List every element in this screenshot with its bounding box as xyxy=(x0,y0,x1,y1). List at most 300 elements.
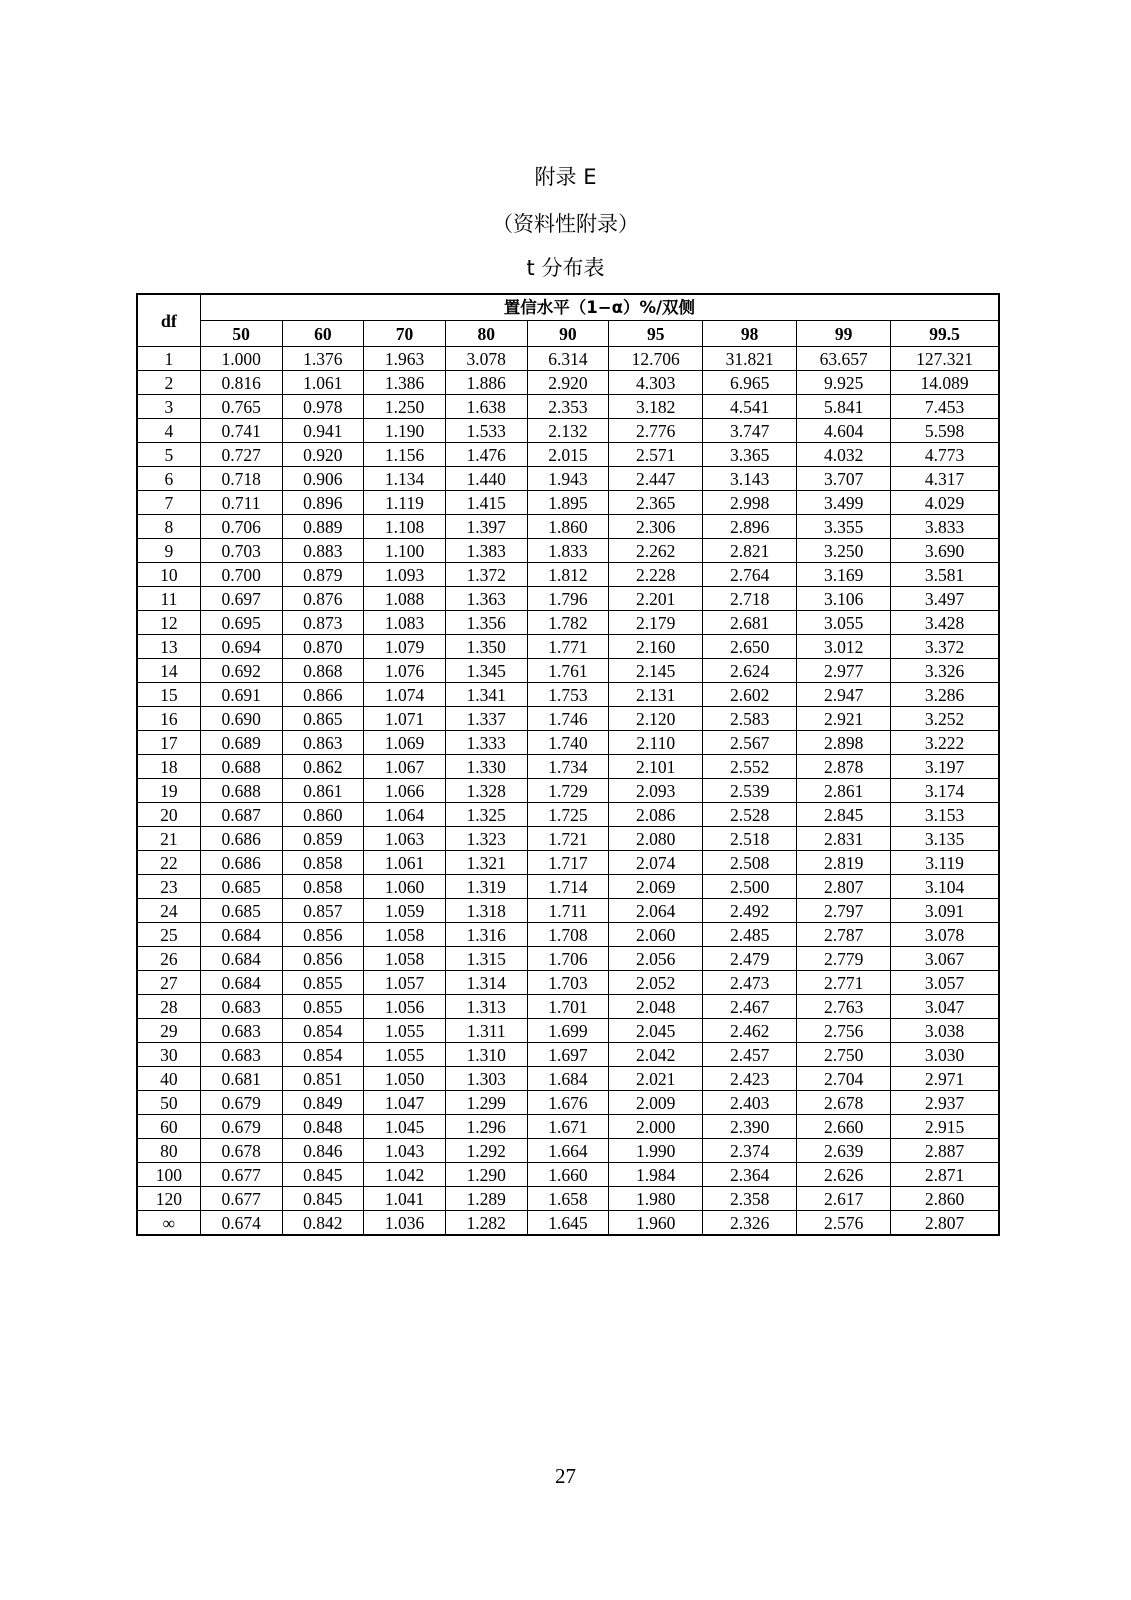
value-cell: 3.747 xyxy=(703,419,797,443)
value-cell: 1.671 xyxy=(527,1115,609,1139)
value-cell: 1.047 xyxy=(364,1091,446,1115)
value-cell: 2.539 xyxy=(703,779,797,803)
value-cell: 5.598 xyxy=(891,419,999,443)
value-cell: 2.821 xyxy=(703,539,797,563)
table-row xyxy=(137,1019,999,1043)
value-cell: 2.056 xyxy=(609,947,703,971)
value-cell: 3.153 xyxy=(891,803,999,827)
value-cell: 3.047 xyxy=(891,995,999,1019)
value-cell: 2.009 xyxy=(609,1091,703,1115)
value-cell: 3.055 xyxy=(797,611,891,635)
value-cell: 1.721 xyxy=(527,827,609,851)
value-cell: 3.497 xyxy=(891,587,999,611)
value-cell: 3.690 xyxy=(891,539,999,563)
value-cell: 3.428 xyxy=(891,611,999,635)
table-row xyxy=(137,1139,999,1163)
value-cell: 1.333 xyxy=(445,731,527,755)
value-cell: 1.100 xyxy=(364,539,446,563)
column-header-60: 60 xyxy=(282,321,364,347)
value-cell: 2.101 xyxy=(609,755,703,779)
value-cell: 2.797 xyxy=(797,899,891,923)
df-cell: 100 xyxy=(137,1163,200,1187)
value-cell: 1.055 xyxy=(364,1019,446,1043)
value-cell: 0.677 xyxy=(200,1163,282,1187)
value-cell: 2.660 xyxy=(797,1115,891,1139)
df-cell: 28 xyxy=(137,995,200,1019)
table-row xyxy=(137,563,999,587)
value-cell: 1.319 xyxy=(445,875,527,899)
value-cell: 1.708 xyxy=(527,923,609,947)
value-cell: 2.704 xyxy=(797,1067,891,1091)
value-cell: 2.228 xyxy=(609,563,703,587)
value-cell: 1.058 xyxy=(364,923,446,947)
value-cell: 2.120 xyxy=(609,707,703,731)
value-cell: 0.845 xyxy=(282,1187,364,1211)
value-cell: 0.855 xyxy=(282,971,364,995)
value-cell: 1.476 xyxy=(445,443,527,467)
df-cell: 16 xyxy=(137,707,200,731)
value-cell: 3.326 xyxy=(891,659,999,683)
value-cell: 0.703 xyxy=(200,539,282,563)
value-cell: 0.941 xyxy=(282,419,364,443)
value-cell: 2.365 xyxy=(609,491,703,515)
table-row xyxy=(137,659,999,683)
value-cell: 2.479 xyxy=(703,947,797,971)
table-row xyxy=(137,803,999,827)
value-cell: 1.980 xyxy=(609,1187,703,1211)
df-cell: 23 xyxy=(137,875,200,899)
value-cell: 1.533 xyxy=(445,419,527,443)
value-cell: 0.816 xyxy=(200,371,282,395)
value-cell: 1.337 xyxy=(445,707,527,731)
value-cell: 0.700 xyxy=(200,563,282,587)
value-cell: 2.787 xyxy=(797,923,891,947)
value-cell: 2.896 xyxy=(703,515,797,539)
df-cell: 24 xyxy=(137,899,200,923)
df-cell: 25 xyxy=(137,923,200,947)
table-row xyxy=(137,1163,999,1187)
df-cell: 26 xyxy=(137,947,200,971)
df-cell: 20 xyxy=(137,803,200,827)
value-cell: 2.650 xyxy=(703,635,797,659)
table-row xyxy=(137,491,999,515)
df-cell: 9 xyxy=(137,539,200,563)
df-cell: 4 xyxy=(137,419,200,443)
df-cell: 8 xyxy=(137,515,200,539)
value-cell: 2.110 xyxy=(609,731,703,755)
value-cell: 2.921 xyxy=(797,707,891,731)
value-cell: 4.541 xyxy=(703,395,797,419)
value-cell: 1.943 xyxy=(527,467,609,491)
value-cell: 1.315 xyxy=(445,947,527,971)
value-cell: 1.984 xyxy=(609,1163,703,1187)
value-cell: 3.707 xyxy=(797,467,891,491)
value-cell: 0.846 xyxy=(282,1139,364,1163)
value-cell: 0.674 xyxy=(200,1211,282,1236)
df-cell: 22 xyxy=(137,851,200,875)
value-cell: 2.915 xyxy=(891,1115,999,1139)
value-cell: 2.064 xyxy=(609,899,703,923)
value-cell: 0.718 xyxy=(200,467,282,491)
value-cell: 1.664 xyxy=(527,1139,609,1163)
t-distribution-table xyxy=(136,293,1000,1236)
value-cell: 2.887 xyxy=(891,1139,999,1163)
value-cell: 0.865 xyxy=(282,707,364,731)
df-cell: 5 xyxy=(137,443,200,467)
value-cell: 1.714 xyxy=(527,875,609,899)
value-cell: 2.500 xyxy=(703,875,797,899)
df-cell: 29 xyxy=(137,1019,200,1043)
value-cell: 1.056 xyxy=(364,995,446,1019)
value-cell: 7.453 xyxy=(891,395,999,419)
value-cell: 0.684 xyxy=(200,971,282,995)
value-cell: 3.057 xyxy=(891,971,999,995)
value-cell: 0.851 xyxy=(282,1067,364,1091)
value-cell: 2.776 xyxy=(609,419,703,443)
value-cell: 0.741 xyxy=(200,419,282,443)
value-cell: 1.311 xyxy=(445,1019,527,1043)
value-cell: 1.108 xyxy=(364,515,446,539)
value-cell: 3.106 xyxy=(797,587,891,611)
value-cell: 1.684 xyxy=(527,1067,609,1091)
value-cell: 0.692 xyxy=(200,659,282,683)
value-cell: 3.355 xyxy=(797,515,891,539)
value-cell: 3.581 xyxy=(891,563,999,587)
value-cell: 2.583 xyxy=(703,707,797,731)
value-cell: 1.083 xyxy=(364,611,446,635)
value-cell: 0.848 xyxy=(282,1115,364,1139)
value-cell: 0.681 xyxy=(200,1067,282,1091)
value-cell: 0.845 xyxy=(282,1163,364,1187)
value-cell: 0.706 xyxy=(200,515,282,539)
value-cell: 2.831 xyxy=(797,827,891,851)
value-cell: 0.685 xyxy=(200,875,282,899)
value-cell: 4.773 xyxy=(891,443,999,467)
column-header-98: 98 xyxy=(703,321,797,347)
value-cell: 1.119 xyxy=(364,491,446,515)
value-cell: 1.063 xyxy=(364,827,446,851)
value-cell: 0.842 xyxy=(282,1211,364,1236)
value-cell: 2.042 xyxy=(609,1043,703,1067)
value-cell: 2.326 xyxy=(703,1211,797,1236)
value-cell: 2.069 xyxy=(609,875,703,899)
value-cell: 0.863 xyxy=(282,731,364,755)
value-cell: 1.058 xyxy=(364,947,446,971)
table-row xyxy=(137,1115,999,1139)
value-cell: 1.043 xyxy=(364,1139,446,1163)
value-cell: 2.920 xyxy=(527,371,609,395)
value-cell: 1.782 xyxy=(527,611,609,635)
value-cell: 2.179 xyxy=(609,611,703,635)
value-cell: 1.074 xyxy=(364,683,446,707)
df-cell: 18 xyxy=(137,755,200,779)
df-cell: 60 xyxy=(137,1115,200,1139)
column-header-80: 80 xyxy=(445,321,527,347)
value-cell: 4.317 xyxy=(891,467,999,491)
value-cell: 1.356 xyxy=(445,611,527,635)
value-cell: 3.222 xyxy=(891,731,999,755)
value-cell: 4.029 xyxy=(891,491,999,515)
df-cell: 17 xyxy=(137,731,200,755)
df-cell: 15 xyxy=(137,683,200,707)
value-cell: 1.711 xyxy=(527,899,609,923)
value-cell: 2.771 xyxy=(797,971,891,995)
value-cell: 1.350 xyxy=(445,635,527,659)
value-cell: 0.683 xyxy=(200,995,282,1019)
value-cell: 1.036 xyxy=(364,1211,446,1236)
df-cell: 13 xyxy=(137,635,200,659)
value-cell: 0.689 xyxy=(200,731,282,755)
table-row xyxy=(137,587,999,611)
value-cell: 0.854 xyxy=(282,1043,364,1067)
df-cell: 27 xyxy=(137,971,200,995)
value-cell: 2.132 xyxy=(527,419,609,443)
value-cell: 0.896 xyxy=(282,491,364,515)
value-cell: 2.403 xyxy=(703,1091,797,1115)
value-cell: 3.182 xyxy=(609,395,703,419)
value-cell: 1.734 xyxy=(527,755,609,779)
value-cell: 0.857 xyxy=(282,899,364,923)
table-row xyxy=(137,755,999,779)
value-cell: 1.318 xyxy=(445,899,527,923)
value-cell: 2.160 xyxy=(609,635,703,659)
value-cell: 1.057 xyxy=(364,971,446,995)
value-cell: 3.169 xyxy=(797,563,891,587)
value-cell: 1.658 xyxy=(527,1187,609,1211)
value-cell: 1.699 xyxy=(527,1019,609,1043)
value-cell: 3.012 xyxy=(797,635,891,659)
value-cell: 2.462 xyxy=(703,1019,797,1043)
value-cell: 1.753 xyxy=(527,683,609,707)
table-row xyxy=(137,683,999,707)
value-cell: 1.134 xyxy=(364,467,446,491)
value-cell: 1.717 xyxy=(527,851,609,875)
value-cell: 5.841 xyxy=(797,395,891,419)
value-cell: 2.756 xyxy=(797,1019,891,1043)
df-header: df xyxy=(137,294,200,347)
value-cell: 0.684 xyxy=(200,923,282,947)
value-cell: 1.895 xyxy=(527,491,609,515)
value-cell: 1.325 xyxy=(445,803,527,827)
value-cell: 2.567 xyxy=(703,731,797,755)
df-cell: 7 xyxy=(137,491,200,515)
value-cell: 1.328 xyxy=(445,779,527,803)
value-cell: 2.052 xyxy=(609,971,703,995)
value-cell: 6.314 xyxy=(527,347,609,371)
value-cell: 3.252 xyxy=(891,707,999,731)
value-cell: 3.372 xyxy=(891,635,999,659)
value-cell: 2.000 xyxy=(609,1115,703,1139)
table-row xyxy=(137,371,999,395)
value-cell: 1.088 xyxy=(364,587,446,611)
value-cell: 1.067 xyxy=(364,755,446,779)
value-cell: 0.873 xyxy=(282,611,364,635)
value-cell: 2.624 xyxy=(703,659,797,683)
value-cell: 1.190 xyxy=(364,419,446,443)
value-cell: 9.925 xyxy=(797,371,891,395)
value-cell: 12.706 xyxy=(609,347,703,371)
value-cell: 2.639 xyxy=(797,1139,891,1163)
table-row xyxy=(137,443,999,467)
value-cell: 2.718 xyxy=(703,587,797,611)
value-cell: 1.676 xyxy=(527,1091,609,1115)
value-cell: 0.862 xyxy=(282,755,364,779)
value-cell: 2.878 xyxy=(797,755,891,779)
value-cell: 1.292 xyxy=(445,1139,527,1163)
table-row xyxy=(137,1211,999,1236)
value-cell: 2.845 xyxy=(797,803,891,827)
confidence-level-header: 置信水平（1−α）%/双侧 xyxy=(200,294,999,321)
value-cell: 1.706 xyxy=(527,947,609,971)
table-row xyxy=(137,851,999,875)
value-cell: 3.499 xyxy=(797,491,891,515)
value-cell: 6.965 xyxy=(703,371,797,395)
column-header-99: 99 xyxy=(797,321,891,347)
value-cell: 2.898 xyxy=(797,731,891,755)
value-cell: 0.677 xyxy=(200,1187,282,1211)
value-cell: 1.771 xyxy=(527,635,609,659)
table-row xyxy=(137,1187,999,1211)
value-cell: 1.740 xyxy=(527,731,609,755)
value-cell: 1.041 xyxy=(364,1187,446,1211)
value-cell: 2.045 xyxy=(609,1019,703,1043)
value-cell: 2.080 xyxy=(609,827,703,851)
value-cell: 1.282 xyxy=(445,1211,527,1236)
value-cell: 2.358 xyxy=(703,1187,797,1211)
value-cell: 0.690 xyxy=(200,707,282,731)
value-cell: 4.032 xyxy=(797,443,891,467)
value-cell: 2.602 xyxy=(703,683,797,707)
value-cell: 1.415 xyxy=(445,491,527,515)
value-cell: 2.485 xyxy=(703,923,797,947)
table-row xyxy=(137,347,999,371)
value-cell: 2.447 xyxy=(609,467,703,491)
value-cell: 1.323 xyxy=(445,827,527,851)
value-cell: 2.750 xyxy=(797,1043,891,1067)
df-cell: ∞ xyxy=(137,1211,200,1236)
value-cell: 1.321 xyxy=(445,851,527,875)
value-cell: 3.030 xyxy=(891,1043,999,1067)
column-header-70: 70 xyxy=(364,321,446,347)
value-cell: 0.859 xyxy=(282,827,364,851)
column-header-90: 90 xyxy=(527,321,609,347)
table-row xyxy=(137,947,999,971)
value-cell: 1.314 xyxy=(445,971,527,995)
value-cell: 2.819 xyxy=(797,851,891,875)
value-cell: 2.390 xyxy=(703,1115,797,1139)
df-cell: 21 xyxy=(137,827,200,851)
value-cell: 3.078 xyxy=(891,923,999,947)
value-cell: 2.860 xyxy=(891,1187,999,1211)
value-cell: 0.854 xyxy=(282,1019,364,1043)
value-cell: 3.135 xyxy=(891,827,999,851)
value-cell: 2.977 xyxy=(797,659,891,683)
value-cell: 1.440 xyxy=(445,467,527,491)
column-header-row xyxy=(137,321,999,347)
value-cell: 2.086 xyxy=(609,803,703,827)
value-cell: 1.376 xyxy=(282,347,364,371)
value-cell: 2.353 xyxy=(527,395,609,419)
table-row xyxy=(137,899,999,923)
df-cell: 12 xyxy=(137,611,200,635)
value-cell: 2.467 xyxy=(703,995,797,1019)
table-row xyxy=(137,707,999,731)
value-cell: 1.156 xyxy=(364,443,446,467)
value-cell: 14.089 xyxy=(891,371,999,395)
value-cell: 0.856 xyxy=(282,947,364,971)
value-cell: 3.078 xyxy=(445,347,527,371)
value-cell: 2.576 xyxy=(797,1211,891,1236)
df-cell: 80 xyxy=(137,1139,200,1163)
value-cell: 2.763 xyxy=(797,995,891,1019)
appendix-type: （资料性附录） xyxy=(492,212,639,236)
value-cell: 2.457 xyxy=(703,1043,797,1067)
value-cell: 1.066 xyxy=(364,779,446,803)
df-cell: 30 xyxy=(137,1043,200,1067)
value-cell: 1.960 xyxy=(609,1211,703,1236)
value-cell: 2.131 xyxy=(609,683,703,707)
value-cell: 2.015 xyxy=(527,443,609,467)
value-cell: 3.119 xyxy=(891,851,999,875)
value-cell: 0.694 xyxy=(200,635,282,659)
value-cell: 3.365 xyxy=(703,443,797,467)
value-cell: 2.764 xyxy=(703,563,797,587)
value-cell: 0.688 xyxy=(200,779,282,803)
value-cell: 1.746 xyxy=(527,707,609,731)
value-cell: 1.064 xyxy=(364,803,446,827)
value-cell: 0.683 xyxy=(200,1043,282,1067)
value-cell: 1.963 xyxy=(364,347,446,371)
value-cell: 2.492 xyxy=(703,899,797,923)
value-cell: 1.812 xyxy=(527,563,609,587)
df-cell: 1 xyxy=(137,347,200,371)
df-cell: 11 xyxy=(137,587,200,611)
value-cell: 2.807 xyxy=(891,1211,999,1236)
value-cell: 0.683 xyxy=(200,1019,282,1043)
value-cell: 2.423 xyxy=(703,1067,797,1091)
value-cell: 2.060 xyxy=(609,923,703,947)
value-cell: 0.876 xyxy=(282,587,364,611)
value-cell: 0.861 xyxy=(282,779,364,803)
value-cell: 0.727 xyxy=(200,443,282,467)
value-cell: 2.306 xyxy=(609,515,703,539)
value-cell: 1.076 xyxy=(364,659,446,683)
df-cell: 40 xyxy=(137,1067,200,1091)
value-cell: 0.687 xyxy=(200,803,282,827)
value-cell: 0.879 xyxy=(282,563,364,587)
value-cell: 2.093 xyxy=(609,779,703,803)
value-cell: 3.286 xyxy=(891,683,999,707)
value-cell: 1.079 xyxy=(364,635,446,659)
table-row xyxy=(137,827,999,851)
value-cell: 0.688 xyxy=(200,755,282,779)
value-cell: 1.860 xyxy=(527,515,609,539)
value-cell: 1.725 xyxy=(527,803,609,827)
value-cell: 2.074 xyxy=(609,851,703,875)
value-cell: 1.330 xyxy=(445,755,527,779)
value-cell: 0.978 xyxy=(282,395,364,419)
value-cell: 1.833 xyxy=(527,539,609,563)
value-cell: 1.363 xyxy=(445,587,527,611)
value-cell: 1.042 xyxy=(364,1163,446,1187)
value-cell: 63.657 xyxy=(797,347,891,371)
value-cell: 1.093 xyxy=(364,563,446,587)
value-cell: 1.761 xyxy=(527,659,609,683)
value-cell: 1.045 xyxy=(364,1115,446,1139)
value-cell: 0.889 xyxy=(282,515,364,539)
value-cell: 3.833 xyxy=(891,515,999,539)
value-cell: 1.071 xyxy=(364,707,446,731)
